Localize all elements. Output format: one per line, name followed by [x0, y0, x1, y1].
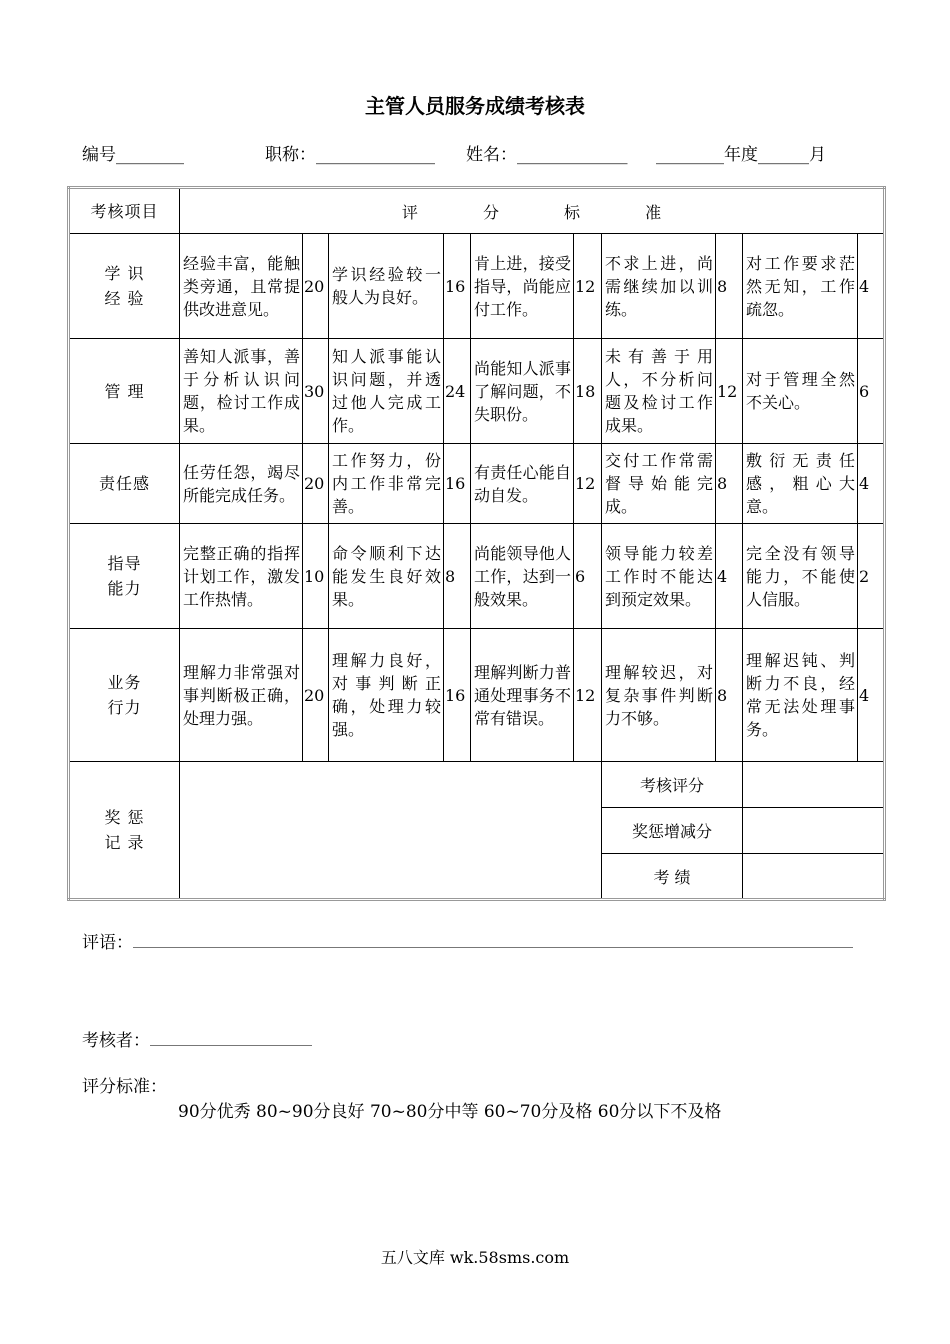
level-score: 24 [444, 339, 471, 444]
level-score: 8 [716, 444, 743, 524]
level-description: 不求上进，尚需继续加以训练。 [602, 234, 716, 339]
level-score: 2 [858, 524, 885, 629]
level-description: 善知人派事，善于分析认识问题，检讨工作成果。 [180, 339, 303, 444]
criteria-item: 指导 能力 [69, 524, 180, 629]
level-score: 20 [303, 629, 329, 762]
level-description: 对于管理全然不关心。 [743, 339, 858, 444]
level-score: 12 [574, 444, 602, 524]
level-description: 工作努力，份内工作非常完善。 [329, 444, 444, 524]
header-standard-text: 评 分 标 准 [401, 202, 662, 222]
level-score: 4 [716, 524, 743, 629]
level-score: 8 [444, 524, 471, 629]
level-score: 16 [444, 444, 471, 524]
level-score: 12 [574, 234, 602, 339]
summary-value-cell[interactable] [743, 808, 885, 854]
summary-value-cell[interactable] [743, 854, 885, 900]
criteria-item: 业务 行力 [69, 629, 180, 762]
table-row [69, 444, 885, 524]
standard-label: 评分标准： [82, 1077, 167, 1097]
summary-label: 考 绩 [602, 854, 743, 900]
level-description: 理解较迟，对复杂事件判断力不够。 [602, 629, 716, 762]
level-description: 对工作要求茫然无知，工作疏忽。 [743, 234, 858, 339]
summary-label: 奖惩增减分 [602, 808, 743, 854]
level-description: 理解判断力普通处理事务不常有错误。 [471, 629, 574, 762]
reward-record-area[interactable] [180, 762, 602, 900]
level-score: 30 [303, 339, 329, 444]
level-score: 6 [858, 339, 885, 444]
level-score: 4 [858, 444, 885, 524]
level-description: 经验丰富，能触类旁通，且常提供改进意见。 [180, 234, 303, 339]
summary-value-cell[interactable] [743, 762, 885, 808]
level-score: 10 [303, 524, 329, 629]
reviewer-underline [150, 1031, 312, 1046]
criteria-item: 学 识 经 验 [69, 234, 180, 339]
level-score: 12 [574, 629, 602, 762]
level-score: 20 [303, 234, 329, 339]
level-description: 命令顺利下达能发生良好效果。 [329, 524, 444, 629]
assessment-table [67, 186, 886, 901]
level-description: 敷衍无责任感，粗心大意。 [743, 444, 858, 524]
level-score: 16 [444, 629, 471, 762]
level-description: 理解力非常强对事判断极正确，处理力强。 [180, 629, 303, 762]
level-score: 20 [303, 444, 329, 524]
summary-row [69, 762, 885, 808]
number-field: 编号________ [82, 145, 184, 165]
level-description: 完整正确的指挥计划工作，激发工作热情。 [180, 524, 303, 629]
criteria-item: 责任感 [69, 444, 180, 524]
level-description: 学识经验较一般人为良好。 [329, 234, 444, 339]
level-score: 18 [574, 339, 602, 444]
level-score: 8 [716, 234, 743, 339]
level-description: 尚能知人派事了解问题，不失职份。 [471, 339, 574, 444]
position-field: 职称：______________ [265, 145, 435, 165]
level-score: 12 [716, 339, 743, 444]
table-row [69, 234, 885, 339]
level-description: 肯上进，接受指导，尚能应付工作。 [471, 234, 574, 339]
level-description: 任劳任怨，竭尽所能完成任务。 [180, 444, 303, 524]
level-score: 8 [716, 629, 743, 762]
comment-underline [133, 933, 853, 948]
level-description: 未有善于用人，不分析问题及检讨工作成果。 [602, 339, 716, 444]
info-row [0, 140, 950, 164]
reward-record-label: 奖 惩 记 录 [69, 762, 180, 900]
page-title: 主管人员服务成绩考核表 [365, 94, 585, 118]
table-row [69, 339, 885, 444]
level-description: 交付工作常需督导始能完成。 [602, 444, 716, 524]
level-score: 16 [444, 234, 471, 339]
name-field: 姓名：_____________ [466, 145, 628, 165]
level-description: 理解力良好，对事判断正确，处理力较强。 [329, 629, 444, 762]
level-description: 理解迟钝、判断力不良，经常无法处理事务。 [743, 629, 858, 762]
footer-watermark: 五八文库 wk.58sms.com [380, 1248, 570, 1267]
standard-text: 90分优秀 80~90分良好 70~80分中等 60~70分及格 60分以下不及格 [178, 1102, 722, 1122]
table-row [69, 629, 885, 762]
table-header [69, 188, 885, 234]
level-score: 4 [858, 629, 885, 762]
level-score: 4 [858, 234, 885, 339]
level-description: 完全没有领导能力，不能使人信服。 [743, 524, 858, 629]
comment-line [82, 928, 853, 953]
level-description: 知人派事能认识问题，并透过他人完成工作。 [329, 339, 444, 444]
header-standard [180, 188, 885, 234]
table-row [69, 524, 885, 629]
level-score: 6 [574, 524, 602, 629]
level-description: 尚能领导他人工作，达到一般效果。 [471, 524, 574, 629]
level-description: 领导能力较差工作时不能达到预定效果。 [602, 524, 716, 629]
reviewer-label: 考核者： [82, 1031, 150, 1051]
criteria-item: 管 理 [69, 339, 180, 444]
summary-label: 考核评分 [602, 762, 743, 808]
comment-label: 评语： [82, 933, 133, 953]
header-item: 考核项目 [69, 188, 180, 234]
year-month-field: ________年度______月 [656, 145, 826, 165]
reviewer-line [82, 1026, 312, 1051]
level-description: 有责任心能自动自发。 [471, 444, 574, 524]
